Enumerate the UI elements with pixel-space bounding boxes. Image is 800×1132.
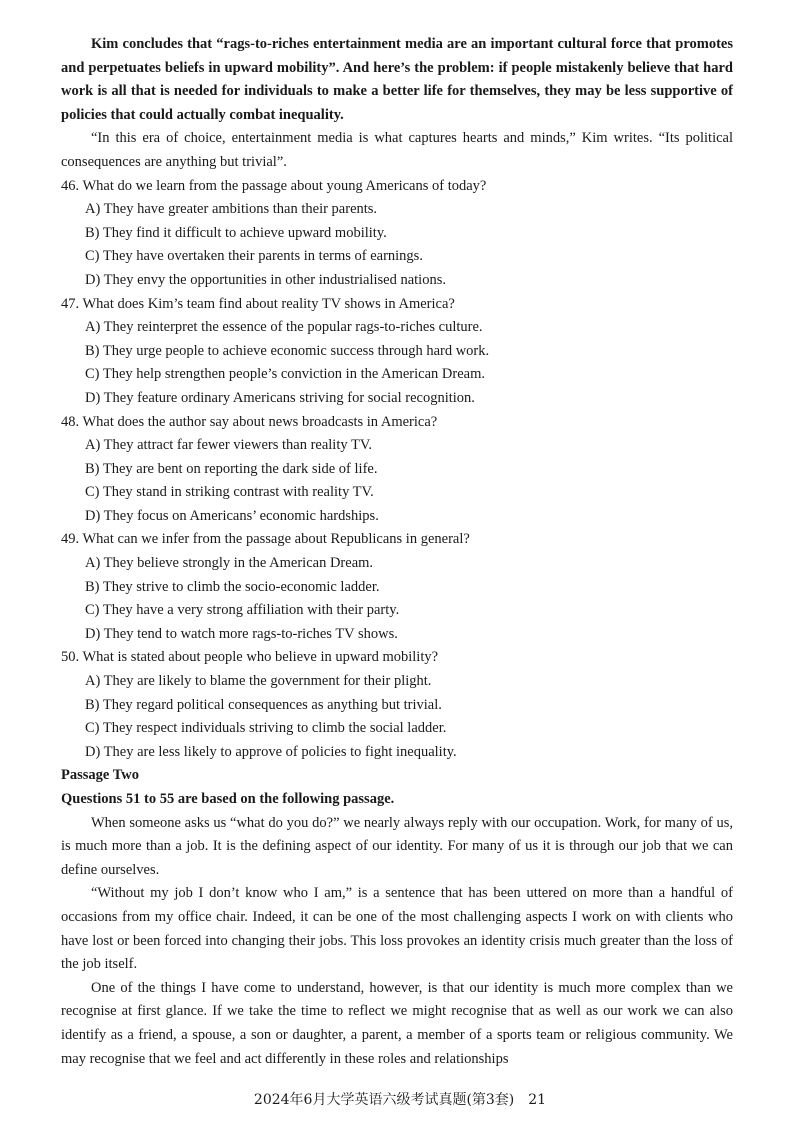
question-50-option-d: D) They are less likely to approve of policies to fight inequality. [85,743,457,760]
question-48 [61,411,733,529]
question-49-text: 49. What can we infer from the passage about Republicans in general? [61,531,470,548]
question-46 [61,175,733,293]
passage-two-title: Passage Two [61,767,140,784]
question-47-option-b: B) They urge people to achieve economic success through hard work. [85,342,490,359]
question-48-text: 48. What does the author say about news broadcasts in America? [61,413,438,430]
question-46-option-a: A) They have greater ambitions than their parents. [85,201,378,218]
passage-one-paragraph-1: Kim concludes that “rags-to-riches entertainment media are an important cultural force that promotes and perpetuates beliefs in upward mobility”. And here’s the problem: if people mistakenly believe that hard work is all that is needed for individuals to make a better life for themselves, they may be less supportive of policies that could actually combat inequality. [61,36,733,123]
passage-one-paragraph-2: “In this era of choice, entertainment media is what captures hearts and minds,” Kim writes. “Its political consequences are anything but trivial”. [61,130,733,170]
question-47-option-a: A) They reinterpret the essence of the popular rags-to-riches culture. [85,319,483,336]
question-50-option-a: A) They are likely to blame the government for their plight. [85,673,432,690]
question-46-option-c: C) They have overtaken their parents in terms of earnings. [85,248,423,265]
question-47-text: 47. What does Kim’s team find about reality TV shows in America? [61,295,455,312]
question-47 [61,293,733,411]
question-49 [61,528,733,646]
question-46-text: 46. What do we learn from the passage about young Americans of today? [61,177,487,194]
passage-two-paragraph-2: “Without my job I don’t know who I am,” is a sentence that has been uttered on more than a handful of occasions from my office chair. Indeed, it can be one of the most challenging aspects I work on with clients who have lost or been forced into changing their jobs. This loss provokes an identity crisis much greater than the loss of the job itself. [61,885,733,973]
question-46-option-b: B) They find it difficult to achieve upward mobility. [85,224,387,241]
question-48-option-d: D) They focus on Americans’ economic hardships. [85,507,379,524]
page-content [61,33,733,1071]
question-50-text: 50. What is stated about people who believe in upward mobility? [61,649,439,666]
question-48-option-c: C) They stand in striking contrast with reality TV. [85,484,374,501]
question-47-option-d: D) They feature ordinary Americans striving for social recognition. [85,389,475,406]
passage-two-paragraph-1: When someone asks us “what do you do?” we nearly always reply with our occupation. Work, for many of us, is much more than a job. It is the defining aspect of our identity. For many of us it is through our job that we can define ourselves. [61,814,733,878]
passage-two-instruction: Questions 51 to 55 are based on the following passage. [61,791,395,807]
passage-two-paragraph-3: One of the things I have come to understand, however, is that our identity is much more complex than we recognise at first glance. If we take the time to reflect we might recognise that as well as our work we can also identify as a friend, a spouse, a son or daughter, a parent, a member of a sports team or religious community. We may recognise that we feel and act differently in these roles and relationships [61,979,733,1067]
question-49-option-a: A) They believe strongly in the American Dream. [85,555,374,572]
question-48-option-a: A) They attract far fewer viewers than reality TV. [85,437,373,454]
question-46-option-d: D) They envy the opportunities in other industrialised nations. [85,271,446,288]
page-footer: 2024年6月大学英语六级考试真题(第3套) 21 [253,1092,547,1108]
question-48-option-b: B) They are bent on reporting the dark side of life. [85,460,378,477]
question-50-option-c: C) They respect individuals striving to climb the social ladder. [85,720,447,737]
question-50-option-b: B) They regard political consequences as anything but trivial. [85,696,442,713]
question-49-option-d: D) They tend to watch more rags-to-riches TV shows. [85,625,398,642]
question-49-option-c: C) They have a very strong affiliation with their party. [85,602,400,619]
question-49-option-b: B) They strive to climb the socio-economic ladder. [85,578,380,595]
question-50 [61,646,733,764]
question-47-option-c: C) They help strengthen people’s conviction in the American Dream. [85,366,485,383]
